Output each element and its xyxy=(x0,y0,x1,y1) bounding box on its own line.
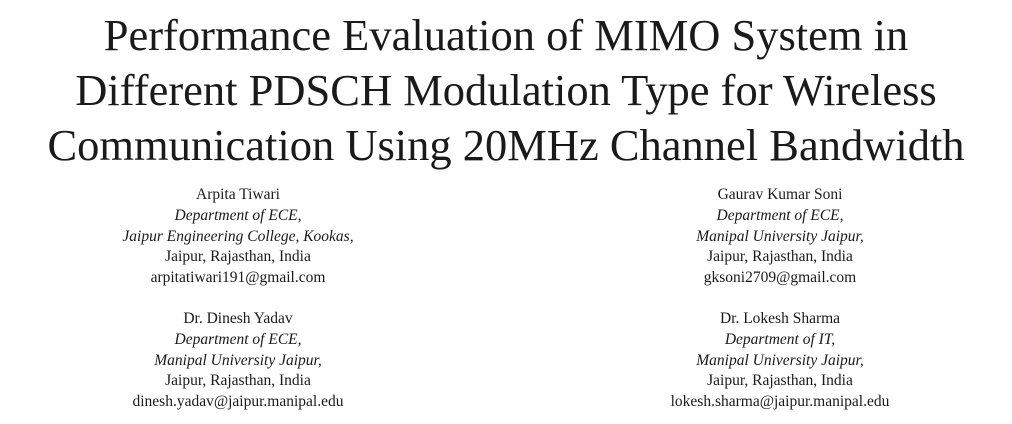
title-line: Performance Evaluation of MIMO System in xyxy=(103,10,909,60)
author-name: Arpita Tiwari xyxy=(196,186,280,203)
author-affiliation: Manipal University Jaipur, xyxy=(696,227,864,245)
author-name: Gaurav Kumar Soni xyxy=(717,186,843,203)
author-name: Dr. Dinesh Yadav xyxy=(183,310,293,327)
author-affiliation: Jaipur Engineering College, Kookas, xyxy=(122,227,354,245)
author-department: Department of ECE, xyxy=(174,330,302,348)
author-department: Department of ECE, xyxy=(716,206,844,224)
author-block-dinesh-yadav xyxy=(88,309,388,413)
author-email: arpitatiwari191@gmail.com xyxy=(150,269,326,287)
paper-title xyxy=(0,8,1012,173)
author-email: lokesh.sharma@jaipur.manipal.edu xyxy=(670,393,890,411)
author-email: gksoni2709@gmail.com xyxy=(703,269,857,287)
author-block-lokesh-sharma xyxy=(630,309,930,413)
author-name: Dr. Lokesh Sharma xyxy=(719,310,841,327)
author-location: Jaipur, Rajasthan, India xyxy=(707,372,853,390)
title-line: Different PDSCH Modulation Type for Wireless xyxy=(75,65,937,115)
author-block-arpita-tiwari xyxy=(88,185,388,289)
author-block-gaurav-kumar-soni xyxy=(630,185,930,289)
author-department: Department of ECE, xyxy=(174,206,302,224)
author-location: Jaipur, Rajasthan, India xyxy=(707,248,853,266)
author-location: Jaipur, Rajasthan, India xyxy=(165,248,311,266)
author-affiliation: Manipal University Jaipur, xyxy=(154,351,322,369)
author-affiliation: Manipal University Jaipur, xyxy=(696,351,864,369)
author-department: Department of IT, xyxy=(724,330,836,348)
author-location: Jaipur, Rajasthan, India xyxy=(165,372,311,390)
title-line: Communication Using 20MHz Channel Bandwidth xyxy=(47,120,965,170)
author-email: dinesh.yadav@jaipur.manipal.edu xyxy=(132,393,344,411)
